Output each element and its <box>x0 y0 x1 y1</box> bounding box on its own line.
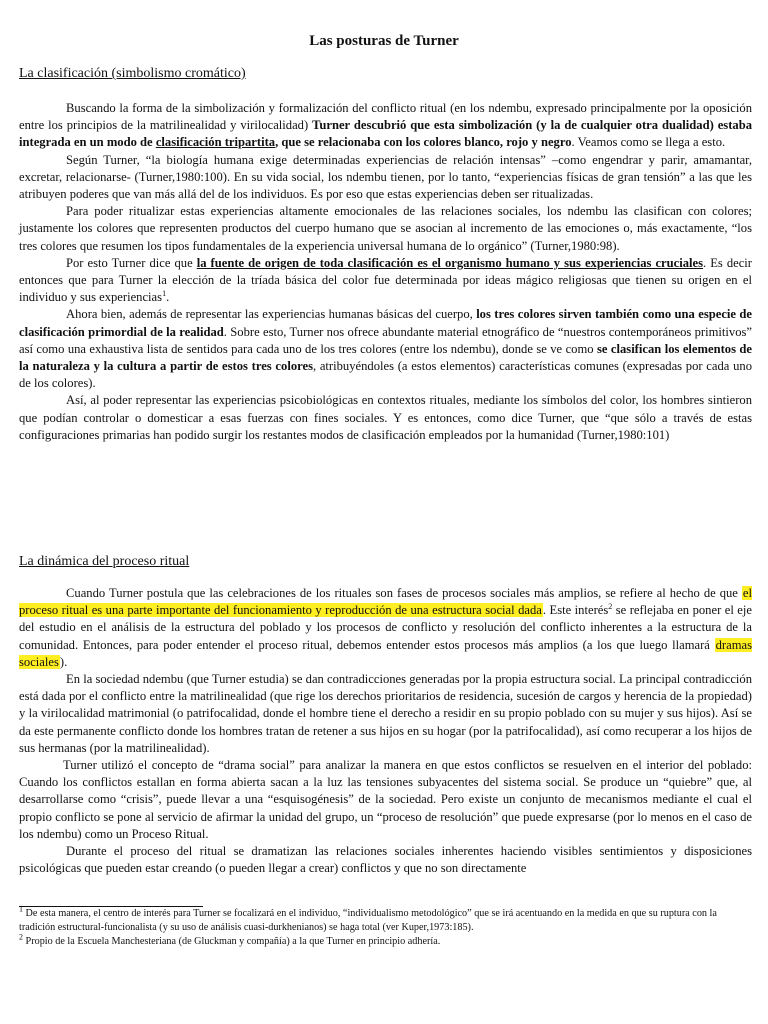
footnote-ref[interactable]: 1 <box>162 289 167 299</box>
bold-text: , que se relacionaba con los colores blanco, rojo y negro <box>275 135 572 150</box>
section-dinamica <box>19 585 752 877</box>
text-run: Buscando la forma de la simbolización y formalización del conflicto ritual (en los ndembu, expresado principalmente por la oposición entre los principios de la matrilinealidad y virilocalidad) <box>19 101 752 133</box>
bold-text <box>197 256 703 270</box>
paragraph <box>19 255 752 307</box>
text-run: ). <box>59 654 68 669</box>
footnote-number: 1 <box>19 904 23 914</box>
paragraph <box>19 585 752 671</box>
paragraph: Según Turner, “la biología humana exige determinadas experiencias de relación intensas” –como engendrar y parir, amamantar, excretar, relacionarse- (Turner,1980:100). En su vida social, los ndembu tienen, por lo tanto, “experiencias físicas de gran tensión” a las que les atribuyen poderes que van más allá del de los individuos. Es por eso que estas experiencias deben ser ritualizadas. <box>19 152 752 202</box>
text-run: . <box>166 290 170 305</box>
paragraph: En la sociedad ndembu (que Turner estudia) se dan contradicciones generadas por la propia estructura social. La principal contradicción está dada por el conflicto entre la matrilinealidad (que rige los derechos prioritarios de residencia, sucesión de cargos y herencia de la propiedad) y la virilocalidad matrimonial (o patrifocalidad, donde el hombre tiene el derecho a residir en su propio poblado con su mujer y sus hijos). Así se da este permanente conflicto donde los hombres tratan de retener a sus hijos en su hogar (por la patrifocalidad), así como recuperar a los hijos de sus hermanas (por la matrilinealidad). <box>19 672 752 755</box>
paragraph: Turner utilizó el concepto de “drama social” para analizar la manera en que estos conflictos se resuelven en el interior del poblado: Cuando los conflictos estallan en forma abierta sacan a la luz las tensiones subyacentes del sistema social. Se produce un “quiebre” que, al desarrollarse como “crisis”, puede llevar a una “esquisogénesis” de la sociedad. Pero existe un conjunto de mecanismos mediante el cual el propio conflicto se pone al servicio de afirmar la unidad del grupo, un “proceso de resolución” que puede expresarse (por lo menos en el caso de los ndembu) como un Proceso Ritual. <box>19 758 752 841</box>
text-run: , atribuyéndoles (a estos elementos) características comunes (expresadas por cada uno de los colores). <box>19 359 752 391</box>
footnote-text: De esta manera, el centro de interés para Turner se focalizará en el individuo, “individualismo metodológico” que se irá acentuando en la medida en que su ruptura con la tradición estructural-funcionalista (y su uso de análisis cuasi-durkhenianos) se haga total (ver Kuper,1973:185). <box>19 908 717 933</box>
text-run: Ahora bien, además de representar las experiencias humanas básicas del cuerpo, <box>66 307 477 322</box>
bold-text: Turner descubrió que esta simbolización (y la de cualquier otra dualidad) estaba integrada en un modo de <box>19 118 752 150</box>
text-run: . Este interés <box>542 603 609 618</box>
paragraph: Así, al poder representar las experiencias psicobiológicas en contextos rituales, mediante los símbolos del color, los hombres sintieron que podían controlar o domesticar a esas fuerzas con fines sociales. Y es entonces, como dice Turner, que “que sólo a través de estas configuraciones primarias han podido surgir los restantes modos de clasificación empleados por la humanidad (Turner,1980:101) <box>19 393 752 442</box>
document-title: Las posturas de Turner <box>309 33 459 49</box>
text-run: se reflejaba en poner el eje del estudio en el análisis de la estructura del poblado y los procesos de conflicto y resolución del conflicto inherentes a la estructura de la comunidad. Entonces, para poder entender el proceso ritual, debemos entender estos procesos más amplios (a los que luego llamará <box>19 603 752 652</box>
paragraph: Para poder ritualizar estas experiencias altamente emocionales de las relaciones sociales, los ndembu las clasifican con colores; justamente los colores que representen productos del cuerpo humano que se asocian al incremento de las emociones o, más exactamente, “los tres colores que resumen los tipos fundamentales de la experiencia universal humana de lo orgánico” (Turner,1980:98). <box>19 204 752 253</box>
footnote-text: Propio de la Escuela Manchesteriana (de Gluckman y compañía) a la que Turner en principio adhería. <box>23 936 441 947</box>
footnote-number: 2 <box>19 932 23 942</box>
footnote <box>19 932 752 949</box>
text-run: . Es decir entonces que para Turner la elección de la tríada básica del color fue determinada por ideas mágico religiosas que tienen su origen en el individuo y sus experiencias <box>19 255 752 305</box>
paragraph: Durante el proceso del ritual se dramatizan las relaciones sociales inherentes haciendo visibles sentimientos y disposiciones psicológicas que pueden estar creando (o pueden llegar a crear) conflictos y que no son directamente <box>19 844 752 876</box>
section-heading-clasificacion: La clasificación (simbolismo cromático) <box>19 66 246 81</box>
underlined-text: la fuente de origen de toda clasificación es el organismo humano y sus experiencias cruciales <box>196 255 704 270</box>
footnotes <box>19 905 752 949</box>
footnote-ref[interactable]: 2 <box>608 602 613 612</box>
bold-text: se clasifican los elementos de la naturaleza y la cultura a partir de estos tres colores <box>19 341 752 374</box>
text-run: Cuando Turner postula que las celebraciones de los rituales son fases de procesos sociales más amplios, se refiere al hecho de que <box>66 586 742 600</box>
highlighted-text: el proceso ritual es una parte importante del funcionamiento y reproducción de una estructura social dada <box>19 586 752 618</box>
section-heading-dinamica: La dinámica del proceso ritual <box>19 554 190 569</box>
text-run: . Sobre esto, Turner nos ofrece abundante material etnográfico de “nuestros contemporáneos primitivos” así como una exhaustiva lista de sentidos para cada uno de los tres colores (entre los ndembu), donde se ve como <box>19 324 752 356</box>
bold-text <box>156 135 275 149</box>
footnote <box>19 905 752 935</box>
highlighted-text: dramas sociales <box>19 637 752 669</box>
section-clasificacion <box>19 100 752 444</box>
bold-text: los tres colores sirven también como una especie de clasificación primordial de la realidad <box>19 307 752 339</box>
underlined-text: clasificación tripartita <box>155 135 276 150</box>
paragraph <box>19 100 752 152</box>
text-run: . Veamos como se llega a esto. <box>571 135 726 150</box>
paragraph <box>19 306 752 392</box>
text-run: Por esto Turner dice que <box>66 255 197 270</box>
